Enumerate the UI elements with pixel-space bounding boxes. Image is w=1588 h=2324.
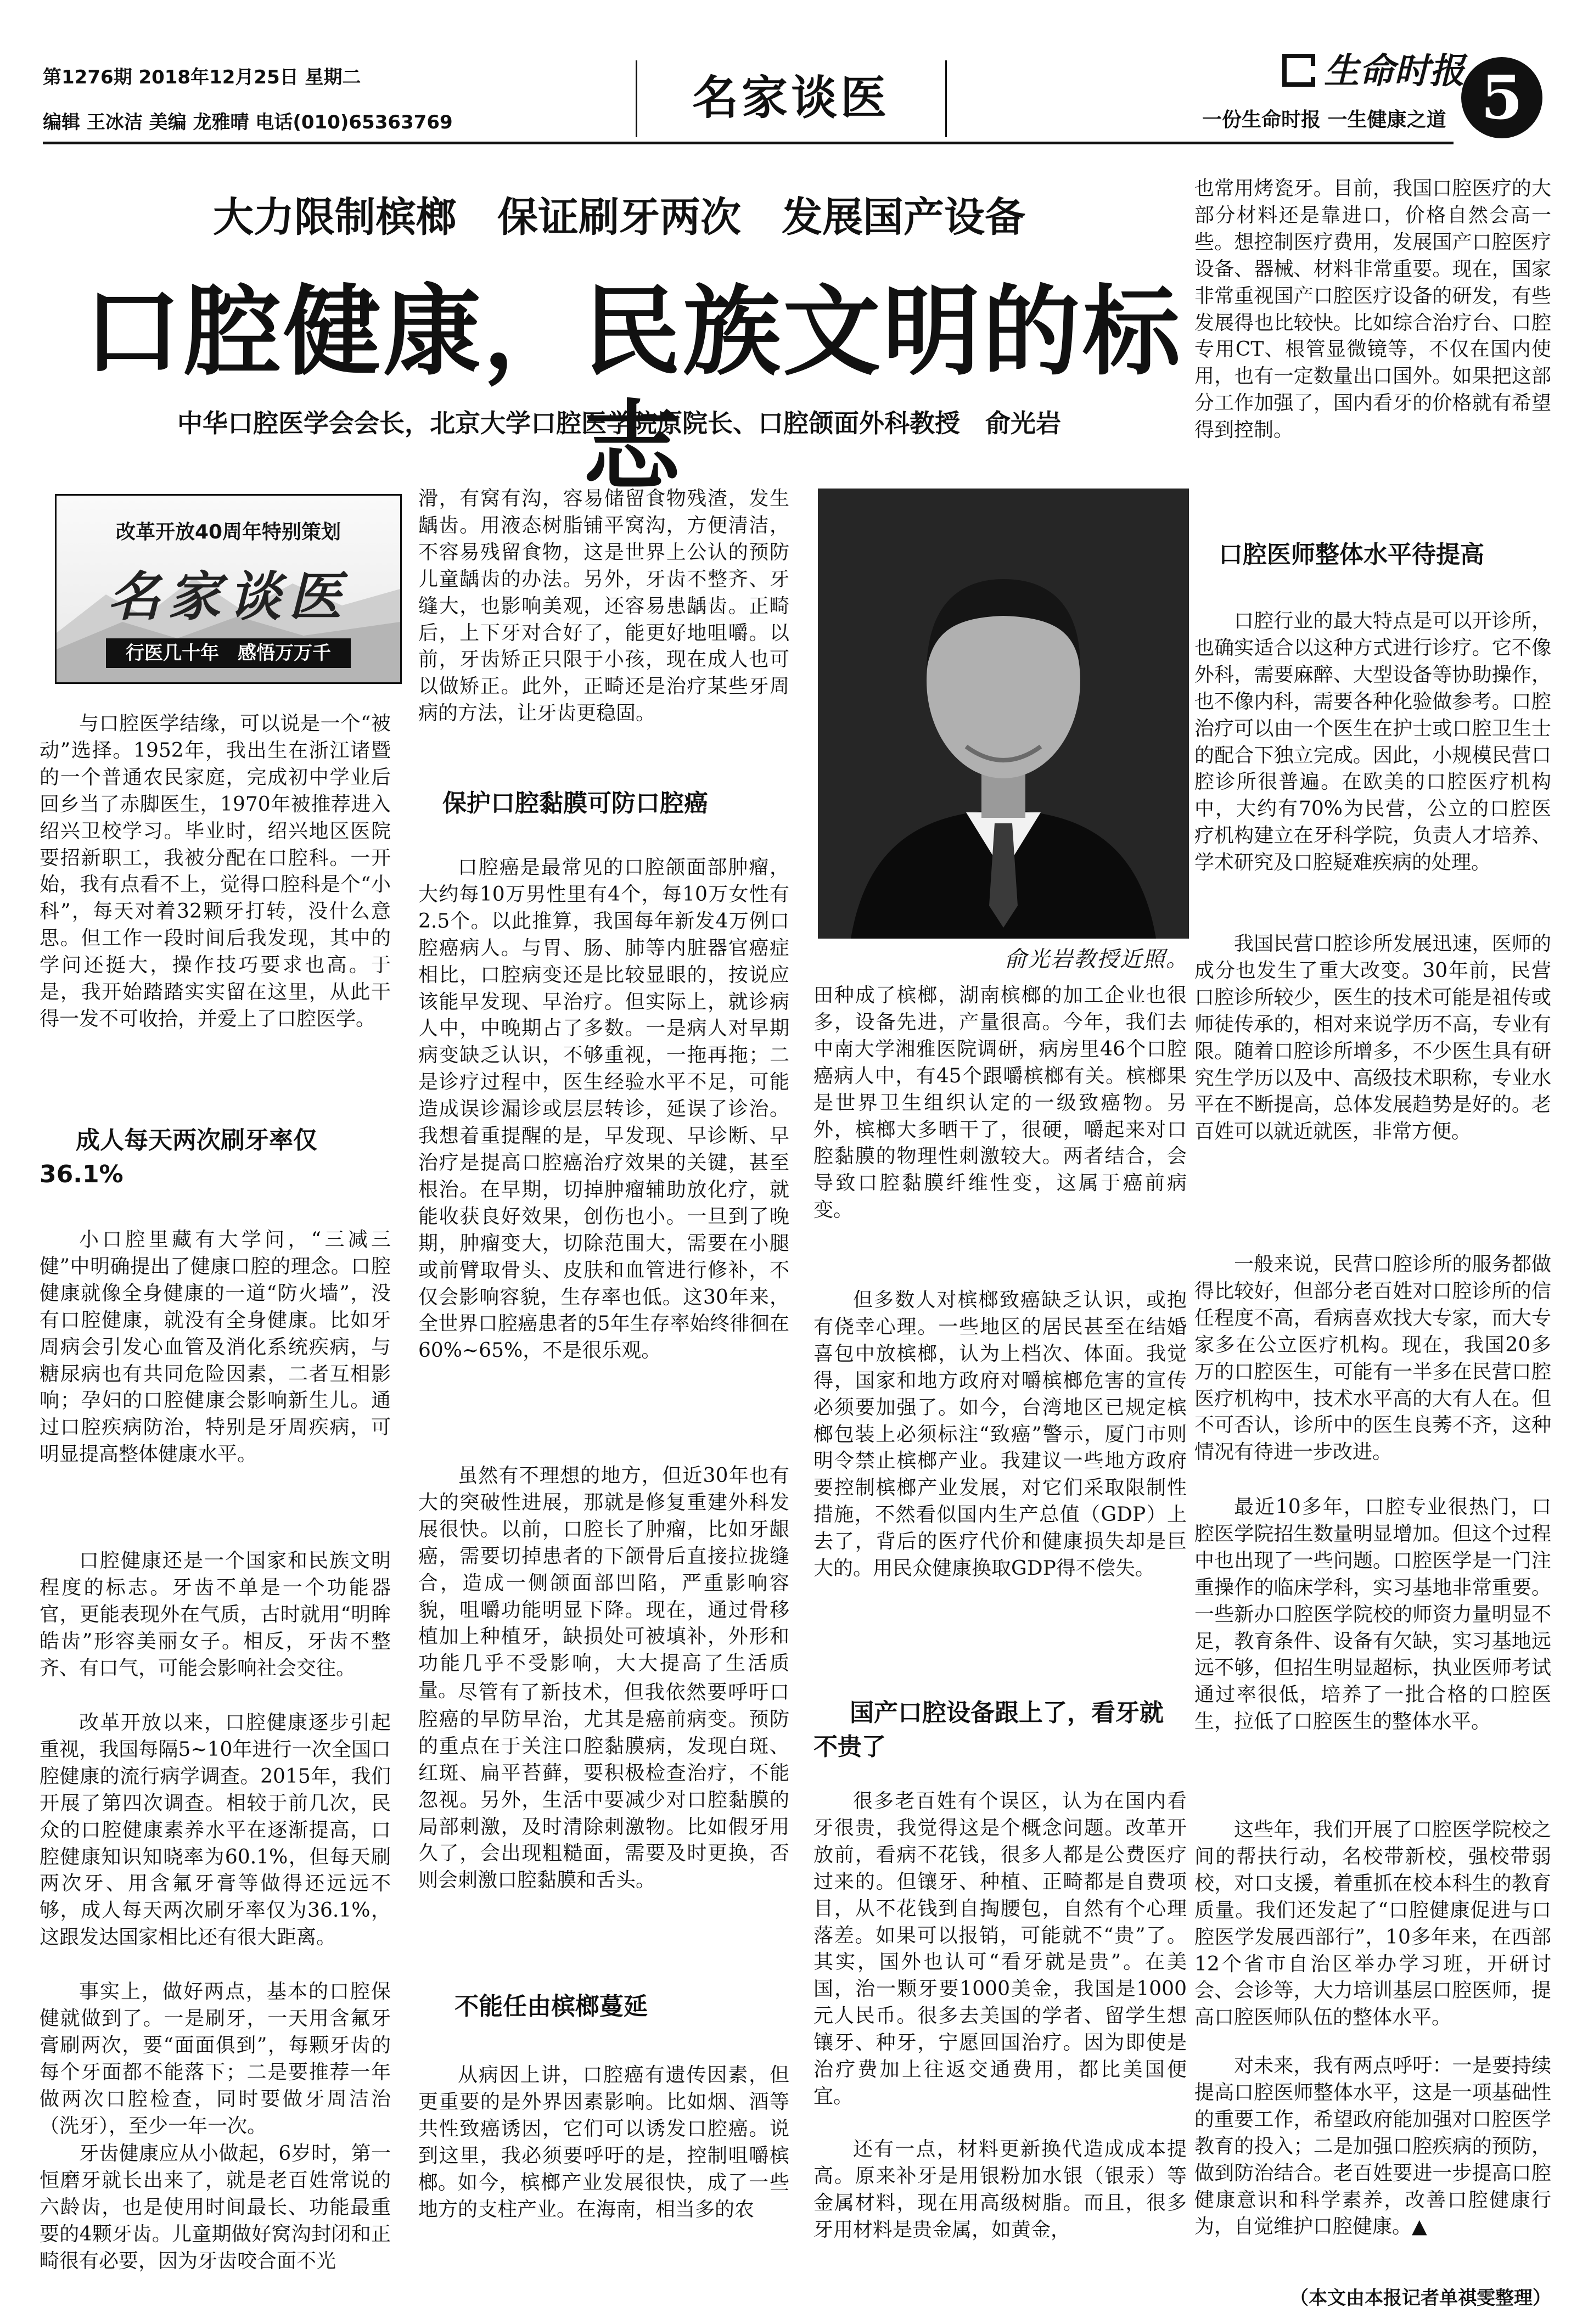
- paper-name: 生命时报: [1324, 50, 1464, 92]
- banner-bottom: 行医几十年 感悟万万千: [106, 638, 351, 668]
- header-divider-right: [945, 60, 947, 137]
- issue-date: 第1276期 2018年12月25日 星期二: [43, 66, 361, 88]
- col1-paragraph-5: 事实上，做好两点，基本的口腔保健就做到了。一是刷牙，一天用含氟牙膏刷两次，要“面面俱到”，每颗牙齿的每个牙面都不能落下；二是要推荐一年做两次口腔检查，同时要做牙周洁治（洗牙），至少一年一次。: [40, 1980, 391, 2137]
- col3-paragraph-1: 田种成了槟榔，湖南槟榔的加工企业也很多，设备先进，产量很高。今年，我们去中南大学湘雅医院调研，病房里46个口腔癌病人中，有45个跟嚼槟榔有关。槟榔果是世界卫生组织认定的一级致癌物。另外，槟榔大多晒干了，很硬，嚼起来对口腔黏膜的物理性刺激较大。两者结合，会导致口腔黏膜纤维性变，这属于癌前病变。: [813, 984, 1187, 1222]
- section-title: 名家谈医: [692, 71, 890, 125]
- photo-caption: 俞光岩教授近照。: [1005, 947, 1189, 972]
- col2-paragraph-6: 如今，槟榔产业发展很快，成了一些地方的支柱产业。在海南，相当多的农: [418, 2171, 789, 2221]
- header-rule: [43, 142, 1454, 144]
- col4-paragraph-7: 对未来，我有两点呼吁：一是要持续提高口腔医师整体水平，这是一项基础性的重要工作，希望政府能加强对口腔医学教育的投入；二是加强口腔疾病的预防，做到防治结合。老百姓要进一步提高口腔健康意识和科学素养，改善口腔健康行为，自觉维护口腔健康。▲: [1194, 2054, 1551, 2238]
- col4-paragraph-1: 也常用烤瓷牙。目前，我国口腔医疗的大部分材料还是靠进口，价格自然会高一些。想控制医疗费用，发展国产口腔医疗设备、器械、材料非常重要。现在，国家非常重视国产口腔医疗设备的研发，有些发展得也比较快。比如综合治疗台、口腔专用CT、根管显微镜等，不仅在国内使用，也有一定数量出口国外。如果把这部分工作加强了，国内看牙的价格就有希望得到控制。: [1194, 177, 1551, 442]
- col4-paragraph-2: 口腔行业的最大特点是可以开诊所，也确实适合以这种方式进行诊疗。它不像外科，需要麻醉、大型设备等协助操作，也不像内科，需要各种化验做参考。口腔治疗可以由一个医生在护士或口腔卫生士的配合下独立完成。因此，小规模民营口腔诊所很普遍。在欧美的口腔医疗机构中，大约有70%为民营，公立的口腔医疗机构建立在牙科学院，负责人才培养、学术研究及口腔疑难疾病的处理。: [1194, 610, 1551, 874]
- headline: 口腔健康，民族文明的标志: [83, 275, 1182, 504]
- portrait-illustration: [818, 489, 1189, 939]
- col3-paragraph-3: 很多老百姓有个误区，认为在国内看牙很贵，我觉得这是个概念问题。改革开放前，看病不花钱，很多人都是公费医疗过来的。但镶牙、种植、正畸都是自费项目，从不花钱到自掏腰包，自然有个心理落差。如果可以报销，可能就不“贵”了。其实，国外也认可“看牙就是贵”。在美国，治一颗牙要1000美金，我国是1000元人民币。很多去美国的学者、留学生想镶牙、种牙，宁愿回国治疗。因为即使是治疗费加上往返交通费用，都比美国便宜。: [813, 1790, 1187, 2108]
- col1-paragraph-4: 改革开放以来，口腔健康逐步引起重视，我国每隔5~10年进行一次全国口腔健康的流行病学调查。2015年，我们开展了第四次调查。相较于前几次，民众的口腔健康素养水平在逐渐提高，口腔健康知识知晓率为60.1%，但每天刷两次牙、用含氟牙膏等做得还远远不够，成人每天两次刷牙率仅为36.1%，这跟发达国家相比还有很大距离。: [40, 1711, 391, 1949]
- kicker: 大力限制槟榔 保证刷牙两次 发展国产设备: [213, 194, 1025, 241]
- col2-paragraph-5: 从病因上讲，口腔癌有遗传因素，但更重要的是外界因素影响。比如烟、酒等共性致癌诱因，它们可以诱发口腔癌。说到这里，我必须要呼吁的是，控制咀嚼槟榔。: [418, 2064, 789, 2194]
- col4-subheading: 口腔医师整体水平待提高: [1219, 541, 1484, 569]
- col1-paragraph-2: 小口腔里藏有大学问，“三减三健”中明确提出了健康口腔的理念。口腔健康就像全身健康的一道“防火墙”，没有口腔健康，就没有全身健康。比如牙周病会引发心血管及消化系统疾病，与糖尿病也有共同危险因素，二者互相影响；孕妇的口腔健康会影响新生儿。通过口腔疾病防治，特别是牙周疾病，可明显提高整体健康水平。: [40, 1228, 391, 1466]
- col4-paragraph-5: 最近10多年，口腔专业很热门，口腔医学院招生数量明显增加。但这个过程中也出现了一些问题。口腔医学是一门注重操作的临床学科，实习基地非常重要。一些新办口腔医学院校的师资力量明显不足，教育条件、设备有欠缺，实习基地远远不够，但招生明显超标，执业医师考试通过率很低，培养了一批合格的口腔医生，拉低了口腔医生的整体水平。: [1194, 1496, 1551, 1733]
- portrait-photo: [818, 489, 1189, 939]
- author-credit: （本文由本报记者单祺雯整理）: [1290, 2287, 1551, 2309]
- col1-paragraph-3: 口腔健康还是一个国家和民族文明程度的标志。牙齿不单是一个功能器官，更能表现外在气质，古时就用“明眸皓齿”形容美丽女子。相反，牙齿不整齐、有口气，可能会影响社会交往。: [40, 1550, 391, 1680]
- col1-paragraph-6: 牙齿健康应从小做起，6岁时，第一恒磨牙就长出来了，就是老百姓常说的六龄齿，也是使用时间最长、功能最重要的4颗牙齿。儿童期做好窝沟封闭和正畸很有必要，因为牙齿咬合面不光: [40, 2142, 391, 2272]
- banner-top: 改革开放40周年特别策划: [115, 521, 341, 543]
- col4-paragraph-4: 一般来说，民营口腔诊所的服务都做得比较好，但部分老百姓对口腔诊所的信任程度不高，看病喜欢找大专家，而大专家多在公立医疗机构。现在，我国20多万的口腔医生，可能有一半多在民营口腔医疗机构中，技术水平高的大有人在。但不可否认，诊所中的医生良莠不齐，这种情况有待进一步改进。: [1194, 1253, 1551, 1464]
- col3-paragraph-2: 但多数人对槟榔致癌缺乏认识，或抱有侥幸心理。一些地区的居民甚至在结婚喜包中放槟榔，认为上档次、体面。我觉得，国家和地方政府对嚼槟榔危害的宣传必须要加强了。如今，台湾地区已规定槟榔包装上必须标注“致癌”警示，厦门市则明令禁止槟榔产业。我建议一些地方政府要控制槟榔产业发展，对它们采取限制性措施，不然看似国内生产总值（GDP）上去了，背后的医疗代价和健康损失却是巨大的。用民众健康换取GDP得不偿失。: [813, 1289, 1187, 1580]
- special-banner: [55, 494, 402, 684]
- col2-paragraph-1: 滑，有窝有沟，容易储留食物残渣，发生龋齿。用液态树脂铺平窝沟，方便清洁，不容易残留食物，这是世界上公认的预防儿童龋齿的办法。另外，牙齿不整齐、牙缝大，也影响美观，还容易患龋齿。正畸后，上下牙对合好了，能更好地咀嚼。以前，牙齿矫正只限于小孩，现在成人也可以做矫正。此外，正畸还是治疗某些牙周病的方法，让牙齿更稳固。: [418, 487, 789, 725]
- col1-paragraph-1: 与口腔医学结缘，可以说是一个“被动”选择。1952年，我出生在浙江诸暨的一个普通农民家庭，完成初中学业后回乡当了赤脚医生，1970年被推荐进入绍兴卫校学习。毕业时，绍兴地区医院要招新职工，我被分配在口腔科。一开始，我有点看不上，觉得口腔科是个“小科”，每天对着32颗牙打转，没什么意思。但工作一段时间后我发现，其中的学问还挺大，操作技巧要求也高。于是，我开始踏踏实实留在这里，从此干得一发不可收拾，并爱上了口腔医学。: [40, 712, 391, 1030]
- col4-paragraph-3: 我国民营口腔诊所发展迅速，医师的成分也发生了重大改变。30年前，民营口腔诊所较少，医生的技术可能是祖传或师徒传承的，相对来说学历不高，专业有限。随着口腔诊所增多，不少医生具有研究生学历以及中、高级技术职称，专业水平在不断提高，总体发展趋势是好的。老百姓可以就近就医，非常方便。: [1194, 933, 1551, 1143]
- col4-paragraph-6: 这些年，我们开展了口腔医学院校之间的帮扶行动，名校带新校，强校带弱校，对口支援，着重抓在校本科生的教育质量。我们还发起了“口腔健康促进与口腔医学发展西部行”，10多年来，在西部12个省市自治区举办学习班，开研讨会、会诊等，大力培训基层口腔医师，提高口腔医师队伍的整体水平。: [1194, 1818, 1551, 2029]
- col2-paragraph-3: 虽然有不理想的地方，但近30年也有大的突破性进展，那就是修复重建外科发展很快。以前，口腔长了肿瘤，比如牙龈癌，需要切掉患者的下颌骨后直接拉拢缝合，造成一侧颌面部凹陷，严重影响容貌，咀嚼功能明显下降。现在，通过骨移植加上种植牙，缺损处可被填补，外形和功能几乎不受影响，大大提高了生活质量。: [418, 1464, 789, 1702]
- page-number: 5: [1461, 57, 1542, 138]
- col2-paragraph-2: 口腔癌是最常见的口腔颌面部肿瘤，大约每10万男性里有4个，每10万女性有2.5个。以此推算，我国每年新发4万例口腔癌病人。与胃、肠、肺等内脏器官癌症相比，口腔病变还是比较显眼的，按说应该能早发现、早治疗。但实际上，就诊病人中，中晚期占了多数。一是病人对早期病变缺乏认识，不够重视，一拖再拖；二是诊疗过程中，医生经验水平不足，可能造成误诊漏诊或层层转诊，延误了诊治。我想着重提醒的是，早发现、早诊断、早治疗是提高口腔癌治疗效果的关键，甚至根治。在早期，切掉肿瘤辅助放化疗，就能收获良好效果，创伤也小。一旦到了晚期，肿瘤变大，切除范围大，需要在小腿或前臂取骨头、皮肤和血管进行修补，不仅会影响容貌，生存率也低。这30年来，全世界口腔癌患者的5年生存率始终徘徊在60%~65%，不是很乐观。: [418, 856, 789, 1362]
- col2-paragraph-4: 尽管有了新技术，但我依然要呼吁口腔癌的早防早治，尤其是癌前病变。预防的重点在于关注口腔黏膜病，发现白斑、红斑、扁平苔藓，要积极检查治疗，不能忽视。另外，生活中要减少对口腔黏膜的局部刺激，及时清除刺激物。比如假牙用久了，会出现粗糙面，需要及时更换，否则会刺激口腔黏膜和舌头。: [418, 1681, 789, 1892]
- byline: 中华口腔医学会会长，北京大学口腔医学院原院长、口腔颌面外科教授 俞光岩: [177, 408, 1061, 438]
- slogan: 一份生命时报 一生健康之道: [1202, 109, 1446, 131]
- col1-subheading: 成人每天两次刷牙率仅36.1%: [40, 1126, 317, 1188]
- col2-subheading-2: 不能任由槟榔蔓延: [454, 1992, 648, 2020]
- col3-subheading: 国产口腔设备跟上了，看牙就不贵了: [813, 1699, 1164, 1761]
- logo-mark: [1282, 54, 1315, 87]
- editor-info: 编辑 王冰洁 美编 龙雅晴 电话(010)65363769: [43, 111, 453, 133]
- col2-subheading-1: 保护口腔黏膜可防口腔癌: [442, 789, 708, 817]
- col3-paragraph-4: 还有一点，材料更新换代造成成本提高。原来补牙是用银粉加水银（银汞）等金属材料，现在用高级树脂。而且，很多牙用材料是贵金属，如黄金，: [813, 2138, 1187, 2241]
- banner-title: 名家谈医: [108, 565, 349, 627]
